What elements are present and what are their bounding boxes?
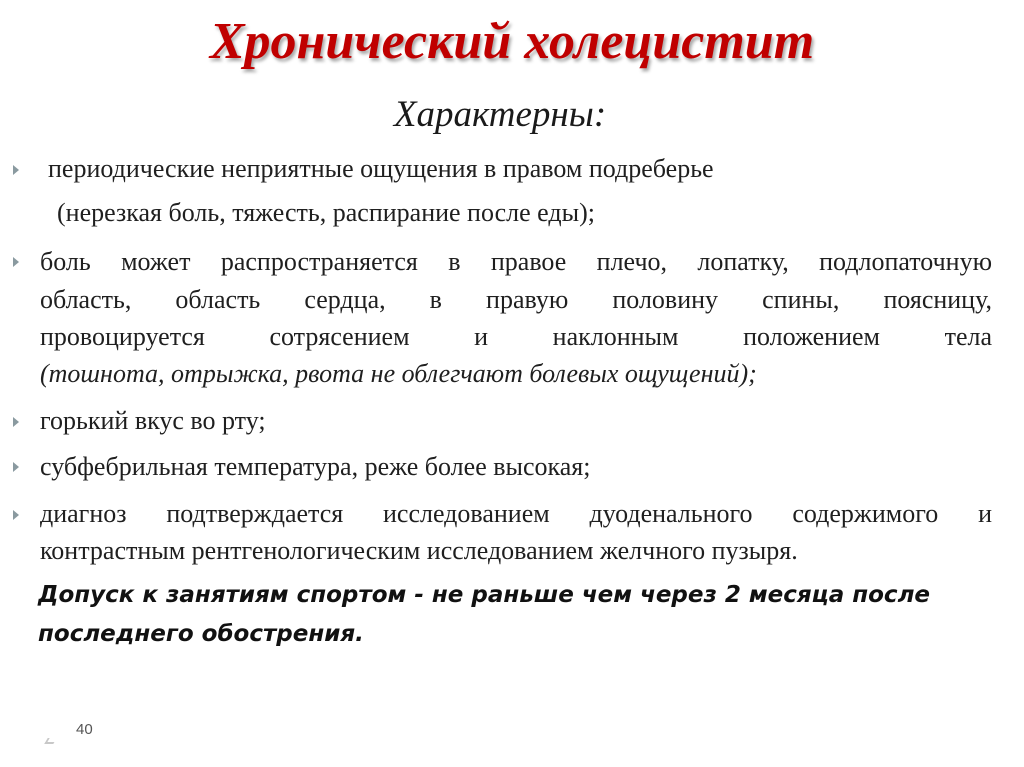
item-5-line-1: диагноз подтверждается исследованием дуоденального содержимого и <box>40 499 992 528</box>
corner-mark-icon <box>44 738 56 744</box>
sport-note-line-1: Допуск к занятиям спортом - не раньше чем через 2 месяца после <box>38 582 931 608</box>
item-1-line-1: периодические неприятные ощущения в правом подреберье <box>48 154 714 183</box>
bullet-icon <box>13 462 19 472</box>
item-1-line-2: (нерезкая боль, тяжесть, распирание после еды); <box>57 198 595 227</box>
item-2-line-1: боль может распространяется в правое плечо, лопатку, подлопаточную <box>40 247 992 276</box>
item-5-line-2: контрастным рентгенологическим исследованием желчного пузыря. <box>40 536 798 565</box>
slide-subtitle: Характерны: <box>393 94 607 135</box>
bullet-icon <box>13 510 19 520</box>
item-4-line-1: субфебрильная температура, реже более высокая; <box>40 452 591 481</box>
bullet-icon <box>13 417 19 427</box>
slide-title: Хронический холецистит <box>209 13 815 70</box>
item-2-italic-note: (тошнота, отрыжка, рвота не облегчают болевых ощущений); <box>40 359 757 388</box>
item-2-line-2: область, область сердца, в правую половину спины, поясницу, <box>40 285 992 314</box>
page-number: 40 <box>76 721 93 738</box>
bullet-icon <box>13 165 19 175</box>
item-2-line-3: провоцируется сотрясением и наклонным положением тела <box>40 322 992 351</box>
item-3-line-1: горький вкус во рту; <box>40 406 266 435</box>
bullet-icon <box>13 257 19 267</box>
sport-note-line-2: последнего обострения. <box>38 621 364 647</box>
